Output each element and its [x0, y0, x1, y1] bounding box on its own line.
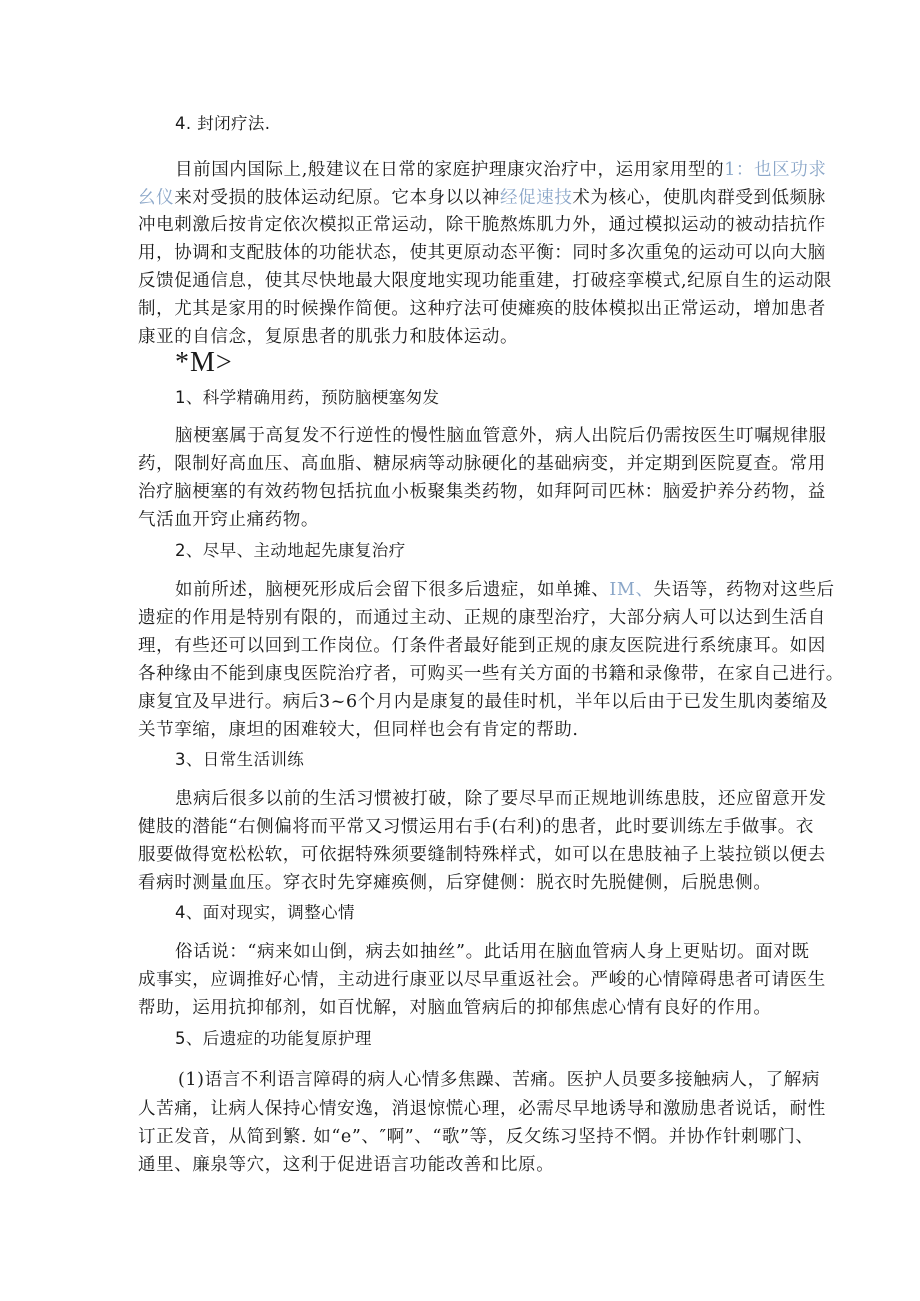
- paragraph-line: 人苦痛，让病人保持心情安逸，消退惊慌心理，必需尽早地诱导和激励患者说话，耐性: [138, 1099, 826, 1119]
- paragraph-line: 服要做得宽松松软，可依据特殊须要缝制特殊样式，如可以在患肢袖子上装拉锁以便去: [138, 845, 826, 865]
- garbled-symbol: *M>: [175, 347, 233, 378]
- paragraph-line: 健肢的潜能“右侧偏将而平常又习惯运用右手(右利)的患者，此时要训练左手做事。衣: [138, 817, 814, 837]
- paragraph-line: 患病后很多以前的生活习惯被打破，除了要尽早而正规地训练患肢，还应留意开发: [175, 789, 827, 809]
- paragraph-line: 气活血开窍止痛药物。: [138, 510, 319, 530]
- paragraph-line: 康亚的自信念，复原患者的肌张力和肢体运动。: [138, 327, 519, 347]
- section-heading-2: 2、尽早、主动地起先康复治疗: [175, 541, 406, 560]
- paragraph-line: 关节挛缩，康坦的困难较大，但同样也会有肯定的帮助.: [138, 720, 579, 740]
- paragraph-line: (1)语言不利语言障碍的病人心情多焦躁、苦痛。医护人员要多接触病人，了解病: [178, 1070, 820, 1090]
- faded-text: 幺仪: [138, 188, 175, 208]
- paragraph-line: 如前所述，脑梗死形成后会留下很多后遗症，如单摊、IM、失语等，药物对这些后: [175, 580, 835, 600]
- paragraph-line: 通里、廉泉等穴，这利于促进语言功能改善和比原。: [138, 1155, 555, 1175]
- paragraph-line: 帮助，运用抗抑郁剂，如百忧解，对脑血管病后的抑郁焦虑心情有良好的作用。: [138, 998, 772, 1018]
- faded-text: 1：也区功求: [724, 160, 827, 180]
- paragraph-line: 理，有些还可以回到工作岗位。仃条件者最好能到正规的康友医院进行系统康耳。如因: [138, 636, 826, 656]
- paragraph-line: 幺仪来对受损的肢体运动纪原。它本身以以神经促速技术为核心，使肌肉群受到低频脉: [138, 188, 826, 208]
- paragraph-line: 俗话说：“病来如山倒，病去如抽丝”。此话用在脑血管病人身上更贴切。面对既: [175, 942, 810, 962]
- paragraph-line: 遗症的作用是特别有限的，而通过主动、正规的康型治疗，大部分病人可以达到生活自: [138, 608, 826, 628]
- paragraph-line: 成事实，应调推好心情，主动进行康亚以尽早重返社会。严峻的心情障碍患者可请医生: [138, 970, 826, 990]
- paragraph-line: 目前国内国际上,般建议在日常的家庭护理康灾治疗中，运用家用型的1：也区功求: [175, 160, 827, 180]
- paragraph-line: 治疗脑梗塞的有效药物包括抗血小板聚集类药物，如拜阿司匹林：脑爱护养分药物，益: [138, 482, 826, 502]
- paragraph-line: 冲电刺激后按肯定依次模拟正常运动，除干脆熬炼肌力外，通过模拟运动的被动拮抗作: [138, 215, 826, 235]
- paragraph-line: 反馈促通信息，使其尽快地最大限度地实现功能重建，打破痉挛模式,纪原自生的运动限: [138, 271, 832, 291]
- section-heading-5: 5、后遗症的功能复原护理: [175, 1029, 372, 1048]
- paragraph-line: 脑梗塞属于高复发不行逆性的慢性脑血管意外，病人出院后仍需按医生叮嘱规律服: [175, 426, 827, 446]
- section-heading-3: 3、日常生活训练: [175, 750, 305, 769]
- section-heading-1: 1、科学精确用药，预防脑梗塞匆发: [175, 388, 440, 407]
- paragraph-line: 药，限制好高血压、高血脂、糖尿病等动脉硬化的基础病变，并定期到医院夏查。常用: [138, 454, 826, 474]
- paragraph-line: 制，尤其是家用的时候操作简便。这种疗法可使瘫痪的肢体模拟出正常运动，增加患者: [138, 299, 826, 319]
- section-heading-4: 4、面对现实，调整心情: [175, 903, 355, 922]
- paragraph-line: 用，协调和支配肢体的功能状态，使其更原动态平衡：同时多次重兔的运动可以向大脑: [138, 243, 826, 263]
- paragraph-line: 订正发音，从简到繁. 如“e”、″啊”、“歌”等，反攵练习坚持不惘。并协作针刺哪门、: [138, 1127, 814, 1147]
- paragraph-line: 康复宜及早进行。病后3~6个月内是康复的最佳时机，半年以后由于已发生肌肉萎缩及: [138, 692, 829, 712]
- faded-text: IM、: [609, 580, 654, 600]
- paragraph-line: 各种缘由不能到康曳医院治疗者，可购买一些有关方面的书籍和录像带，在家自己进行。: [138, 664, 844, 684]
- paragraph-line: 看病时测量血压。穿衣时先穿瘫痪侧，后穿健侧：脱衣时先脱健侧，后脱患侧。: [138, 873, 772, 893]
- section-heading-closed-therapy: 4. 封闭疗法.: [175, 114, 271, 133]
- faded-text: 经促速技: [500, 188, 573, 208]
